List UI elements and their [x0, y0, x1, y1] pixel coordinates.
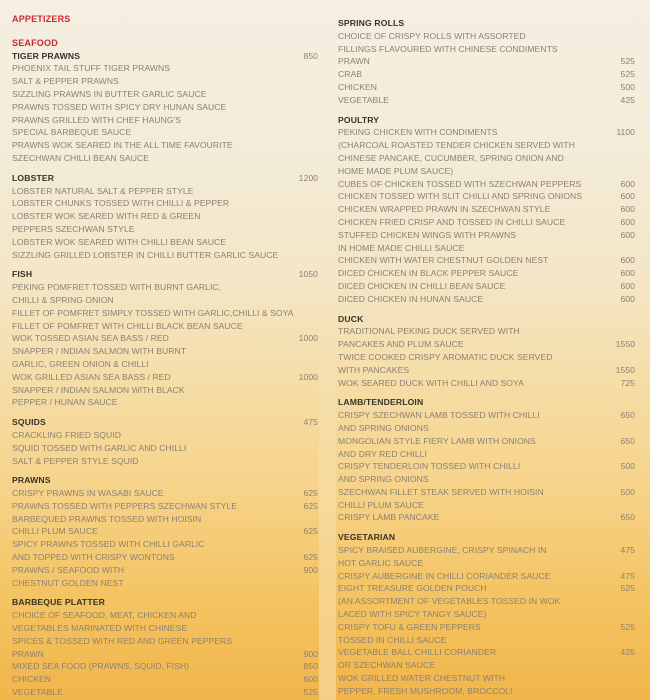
item-text: TWICE COOKED CRISPY AROMATIC DUCK SERVED [338, 351, 553, 362]
menu-item-line [338, 242, 635, 255]
menu-group [12, 474, 318, 589]
item-text: CUBES OF CHICKEN TOSSED WITH SZECHWAN PEPPERS [338, 178, 582, 189]
item-price: 525 [620, 621, 635, 632]
item-price: 600 [620, 229, 635, 240]
menu-item-line [12, 384, 318, 397]
menu-item-line [12, 538, 318, 551]
group-header [338, 114, 635, 127]
item-price: 1550 [615, 364, 635, 375]
item-price: 625 [303, 526, 318, 537]
item-text: PEPPER / HUNAN SAUCE [12, 397, 118, 408]
item-text: LOBSTER CHUNKS TOSSED WITH CHILLI & PEPPER [12, 198, 230, 209]
item-price: 600 [620, 293, 635, 304]
item-text: CHICKEN [12, 674, 52, 685]
page-fold-seam [319, 0, 336, 700]
group-name: BARBEQUE PLATTER [12, 597, 105, 608]
group-header [12, 172, 318, 185]
item-text: MIXED SEA FOOD (PRAWNS, SQUID, FISH) [12, 661, 190, 672]
item-text: PRAWN [12, 648, 44, 659]
item-text: SZECHWAN FILLET STEAK SERVED WITH HOISIN [338, 486, 544, 497]
item-text: VEGETABLE [12, 687, 63, 698]
menu-title: APPETIZERS [12, 14, 71, 24]
item-price: 525 [620, 69, 635, 80]
menu-item-line [12, 635, 318, 648]
menu-item-line [12, 648, 318, 661]
group-name: SQUIDS [12, 417, 46, 428]
item-price: 525 [303, 687, 318, 698]
menu-item-line [12, 500, 318, 513]
item-text: CHINESE PANCAKE, CUCUMBER, SPRING ONION AND [338, 152, 564, 163]
menu-item-line [12, 307, 318, 320]
item-text: PRAWNS TOSSED WITH SPICY DRY HUNAN SAUCE [12, 101, 227, 112]
menu-item-line [12, 139, 318, 152]
menu-item-line [338, 448, 635, 461]
menu-item-line [338, 499, 635, 512]
menu-item-line [12, 320, 318, 333]
menu-item-line [338, 55, 635, 68]
menu-item-line [12, 525, 318, 538]
item-text: HOT GARLIC SAUCE [338, 557, 424, 568]
menu-group [338, 17, 635, 107]
group-header [338, 17, 635, 30]
item-text: STUFFED CHICKEN WINGS WITH PRAWNS [338, 229, 516, 240]
item-text: PEPPER, FRESH MUSHROOM, BROCCOLI [338, 685, 513, 696]
group-header [12, 268, 318, 281]
menu-item-line [338, 685, 635, 698]
item-text: SPICY BRAISED AUBERGINE, CRISPY SPINACH IN [338, 545, 547, 556]
item-text: BARBEQUED PRAWNS TOSSED WITH HOISIN [12, 513, 202, 524]
menu-item-line [338, 473, 635, 486]
item-text: FILLET OF POMFRET WITH CHILLI BLACK BEAN SAUCE [12, 320, 243, 331]
item-price: 1000 [298, 371, 318, 382]
group-header [338, 313, 635, 326]
menu-item-line [12, 249, 318, 262]
item-price: 475 [620, 570, 635, 581]
item-text: PRAWNS TOSSED WITH PEPPERS SZECHWAN STYLE [12, 500, 238, 511]
menu-item-line [338, 364, 635, 377]
menu-item-line [338, 646, 635, 659]
menu-item-line [338, 634, 635, 647]
item-price: 650 [620, 512, 635, 523]
group-name: SPRING ROLLS [338, 18, 405, 28]
menu-item-line [12, 551, 318, 564]
item-text: SALT & PEPPER PRAWNS [12, 76, 119, 87]
menu-item-line [12, 185, 318, 198]
menu-item-line [12, 281, 318, 294]
menu-item-line [338, 190, 635, 203]
menu-group [12, 268, 318, 409]
item-text: PHOENIX TAIL STUFF TIGER PRAWNS [12, 63, 171, 74]
menu-item-line [338, 435, 635, 448]
item-text: PEKING POMFRET TOSSED WITH BURNT GARLIC, [12, 282, 222, 293]
item-text: LOBSTER NATURAL SALT & PEPPER STYLE [12, 185, 194, 196]
menu-item-line [338, 409, 635, 422]
group-header [12, 416, 318, 429]
menu-item-line [338, 570, 635, 583]
group-name: POULTRY [338, 114, 380, 125]
menu-item-line [338, 377, 635, 390]
menu-item-line [338, 165, 635, 178]
item-text: VEGETABLES MARINATED WITH CHINESE [12, 623, 188, 634]
menu-item-line [12, 455, 318, 468]
menu-item-line [12, 236, 318, 249]
item-text: CHICKEN WRAPPED PRAWN IN SZECHWAN STYLE [338, 204, 551, 215]
menu-right-column [338, 0, 635, 698]
item-text: CHICKEN TOSSED WITH SLIT CHILLI AND SPRING ONIONS [338, 191, 583, 202]
item-text: LOBSTER WOK SEARED WITH RED & GREEN [12, 211, 201, 222]
item-text: CRISPY LAMB PANCAKE [338, 512, 440, 523]
group-header [12, 50, 318, 63]
menu-group [12, 596, 318, 698]
item-text: CHICKEN FRIED CRISP AND TOSSED IN CHILLI SAUCE [338, 216, 566, 227]
menu-item-line [338, 351, 635, 364]
menu-item-line [338, 672, 635, 685]
menu-item-line [338, 254, 635, 267]
menu-item-line [338, 325, 635, 338]
menu-item-line [12, 442, 318, 455]
group-price: 475 [303, 417, 318, 428]
item-text: PRAWNS WOK SEARED IN THE ALL TIME FAVOURITE [12, 140, 233, 151]
menu-item-line [338, 216, 635, 229]
group-name: DUCK [338, 313, 364, 324]
item-price: 900 [303, 564, 318, 575]
group-price: 850 [303, 50, 318, 61]
item-price: 600 [620, 280, 635, 291]
group-header [338, 531, 635, 544]
menu-left-column [12, 0, 318, 699]
item-text: FILLINGS FLAVOURED WITH CHINESE CONDIMENTS [338, 43, 558, 54]
menu-item-line [12, 62, 318, 75]
item-price: 600 [303, 674, 318, 685]
group-name: LOBSTER [12, 172, 55, 183]
item-text: WOK GRILLED ASIAN SEA BASS / RED [12, 371, 171, 382]
item-text: CRAB [338, 69, 363, 80]
item-text: PRAWN [338, 56, 370, 67]
menu-item-line [338, 94, 635, 107]
item-text: VEGETABLE [338, 94, 389, 105]
item-price: 625 [303, 488, 318, 499]
menu-item-line [338, 621, 635, 634]
item-text: CRISPY TOFU & GREEN PEPPERS [338, 621, 481, 632]
item-price: 900 [303, 648, 318, 659]
item-text: FILLET OF POMFRET SIMPLY TOSSED WITH GARLIC,CHILLI & SOYA [12, 307, 294, 318]
menu-item-line [12, 577, 318, 590]
item-text: TOSSED IN CHILLI SAUCE [338, 634, 447, 645]
menu-item-line [338, 422, 635, 435]
menu-item-line [338, 178, 635, 191]
menu-item-line [12, 396, 318, 409]
menu-group [12, 172, 318, 262]
item-text: AND SPRING ONIONS [338, 474, 429, 485]
menu-item-line [12, 114, 318, 127]
item-price: 500 [620, 461, 635, 472]
item-text: CHESTNUT GOLDEN NEST [12, 577, 124, 588]
group-header [338, 396, 635, 409]
menu-item-line [338, 460, 635, 473]
item-text: SPICY PRAWNS TOSSED WITH CHILLI GARLIC [12, 539, 205, 550]
item-price: 600 [620, 268, 635, 279]
menu-item-line [338, 126, 635, 139]
menu-item-line [338, 659, 635, 672]
menu-item-line [338, 293, 635, 306]
group-header [12, 596, 318, 609]
item-text: SPICES & TOSSED WITH RED AND GREEN PEPPERS [12, 635, 233, 646]
item-text: AND TOPPED WITH CRISPY WONTONS [12, 552, 175, 563]
item-text: OR SZECHWAN SAUCE [338, 660, 435, 671]
item-price: 1000 [298, 333, 318, 344]
item-price: 600 [620, 191, 635, 202]
menu-item-line [338, 43, 635, 56]
item-text: WITH PANCAKES [338, 364, 410, 375]
item-text: PEKING CHICKEN WITH CONDIMENTS [338, 127, 498, 138]
group-name: LAMB/TENDERLOIN [338, 397, 424, 408]
item-text: HOME MADE PLUM SAUCE) [338, 165, 454, 176]
item-price: 725 [620, 377, 635, 388]
menu-item-line [338, 595, 635, 608]
menu-item-line [338, 139, 635, 152]
menu-group [338, 531, 635, 697]
menu-item-line [12, 210, 318, 223]
menu-item-line [338, 544, 635, 557]
menu-item-line [12, 487, 318, 500]
item-text: CHILLI & SPRING ONION [12, 294, 114, 305]
menu-item-line [12, 75, 318, 88]
menu-item-line [338, 486, 635, 499]
menu-item-line [12, 126, 318, 139]
item-text: SNAPPER / INDIAN SALMON WITH BLACK [12, 384, 185, 395]
group-price: 1200 [298, 172, 318, 183]
menu-item-line [338, 203, 635, 216]
item-text: DICED CHICKEN IN CHILLI BEAN SAUCE [338, 280, 506, 291]
item-price: 600 [620, 216, 635, 227]
menu-item-line [12, 88, 318, 101]
item-text: CHILLI PLUM SAUCE [12, 526, 98, 537]
menu-item-line [12, 101, 318, 114]
item-text: WOK GRILLED WATER CHESTNUT WITH [338, 673, 506, 684]
item-price: 1550 [615, 339, 635, 350]
menu-item-line [12, 673, 318, 686]
item-text: SPECIAL BARBEQUE SAUCE [12, 127, 132, 138]
item-text: AND SPRING ONIONS [338, 422, 429, 433]
section-heading: SEAFOOD [12, 37, 58, 48]
item-text: SZECHWAN CHILLI BEAN SAUCE [12, 152, 150, 163]
menu-item-line [12, 152, 318, 165]
item-text: DICED CHICKEN IN HUNAN SAUCE [338, 293, 484, 304]
item-text: PEPPERS SZECHWAN STYLE [12, 223, 135, 234]
item-price: 500 [620, 486, 635, 497]
item-text: CRISPY SZECHWAN LAMB TOSSED WITH CHILLI [338, 410, 540, 421]
item-text: VEGETABLE BALL CHILLI CORIANDER [338, 647, 497, 658]
menu-item-line [12, 294, 318, 307]
menu-item-line [338, 68, 635, 81]
item-price: 600 [620, 204, 635, 215]
group-header [12, 474, 318, 487]
item-text: AND DRY RED CHILLI [338, 448, 427, 459]
group-name: TIGER PRAWNS [12, 50, 81, 61]
menu-item-line [12, 513, 318, 526]
menu-group [338, 313, 635, 390]
item-text: PANCAKES AND PLUM SAUCE [338, 339, 464, 350]
item-price: 500 [620, 81, 635, 92]
menu-item-line [12, 332, 318, 345]
menu-group [12, 416, 318, 467]
menu-item-line [338, 280, 635, 293]
menu-group [12, 50, 318, 165]
menu-item-line [12, 609, 318, 622]
item-price: 525 [620, 583, 635, 594]
item-text: SALT & PEPPER STYLE SQUID [12, 455, 139, 466]
item-text: CHOICE OF CRISPY ROLLS WITH ASSORTED [338, 30, 526, 41]
menu-item-line [12, 345, 318, 358]
item-price: 425 [620, 647, 635, 658]
item-price: 650 [620, 410, 635, 421]
menu-item-line [12, 197, 318, 210]
menu-item-line [338, 152, 635, 165]
item-price: 425 [620, 94, 635, 105]
item-text: CHILLI PLUM SAUCE [338, 499, 424, 510]
item-price: 600 [620, 178, 635, 189]
item-price: 850 [303, 661, 318, 672]
menu-item-line [12, 564, 318, 577]
item-text: WOK SEARED DUCK WITH CHILLI AND SOYA [338, 377, 524, 388]
item-text: LOBSTER WOK SEARED WITH CHILLI BEAN SAUCE [12, 236, 227, 247]
group-name: FISH [12, 269, 33, 280]
menu-item-line [12, 223, 318, 236]
item-price: 1100 [616, 127, 635, 138]
menu-group [338, 114, 635, 306]
item-text: (CHARCOAL ROASTED TENDER CHICKEN SERVED WITH [338, 140, 575, 151]
item-text: (AN ASSORTMENT OF VEGETABLES TOSSED IN WOK [338, 596, 561, 607]
item-text: CHICKEN WITH WATER CHESTNUT GOLDEN NEST [338, 255, 549, 266]
item-text: LACED WITH SPICY TANGY SAUCE) [338, 609, 487, 620]
item-text: PRAWNS GRILLED WITH CHEF HAUNG'S [12, 114, 182, 125]
menu-item-line [338, 338, 635, 351]
menu-item-line [12, 429, 318, 442]
item-text: SIZZLING GRILLED LOBSTER IN CHILLI BUTTER GARLIC SAUCE [12, 249, 279, 260]
group-price: 1050 [298, 269, 318, 280]
item-text: IN HOME MADE CHILLI SAUCE [338, 242, 465, 253]
menu-item-line [12, 358, 318, 371]
menu-item-line [12, 660, 318, 673]
menu-item-line [12, 686, 318, 699]
item-price: 625 [303, 552, 318, 563]
item-text: MONGOLIAN STYLE FIERY LAMB WITH ONIONS [338, 435, 536, 446]
menu-item-line [338, 608, 635, 621]
menu-item-line [12, 622, 318, 635]
item-price: 650 [620, 435, 635, 446]
item-text: CRISPY AUBERGINE IN CHILLI CORIANDER SAUCE [338, 570, 551, 581]
item-price: 475 [620, 545, 635, 556]
menu-item-line [338, 557, 635, 570]
menu-item-line [338, 511, 635, 524]
item-price: 525 [620, 56, 635, 67]
item-text: CHOICE OF SEAFOOD, MEAT, CHICKEN AND [12, 610, 197, 621]
item-text: SNAPPER / INDIAN SALMON WITH BURNT [12, 346, 187, 357]
menu-item-line [338, 582, 635, 595]
item-text: PRAWNS / SEAFOOD WITH [12, 564, 124, 575]
menu-group [338, 396, 635, 524]
group-name: VEGETARIAN [338, 532, 396, 543]
menu-item-line [12, 371, 318, 384]
item-text: TRADITIONAL PEKING DUCK SERVED WITH [338, 326, 520, 337]
group-name: PRAWNS [12, 475, 51, 486]
item-price: 625 [303, 500, 318, 511]
menu-item-line [338, 81, 635, 94]
item-text: SQUID TOSSED WITH GARLIC AND CHILLI [12, 442, 187, 453]
item-text: CHICKEN [338, 81, 378, 92]
item-text: GARLIC, GREEN ONION & CHILLI [12, 358, 149, 369]
item-text: WOK TOSSED ASIAN SEA BASS / RED [12, 333, 169, 344]
item-text: CRISPY PRAWNS IN WASABI SAUCE [12, 488, 164, 499]
item-text: CRACKLING FRIED SQUID [12, 429, 121, 440]
item-text: SIZZLING PRAWNS IN BUTTER GARLIC SAUCE [12, 88, 207, 99]
item-text: DICED CHICKEN IN BLACK PEPPER SAUCE [338, 268, 519, 279]
menu-item-line [338, 229, 635, 242]
item-price: 600 [620, 255, 635, 266]
menu-item-line [338, 267, 635, 280]
menu-item-line [338, 30, 635, 43]
item-text: EIGHT TREASURE GOLDEN POUCH [338, 583, 487, 594]
item-text: CRISPY TENDERLOIN TOSSED WITH CHILLI [338, 461, 521, 472]
